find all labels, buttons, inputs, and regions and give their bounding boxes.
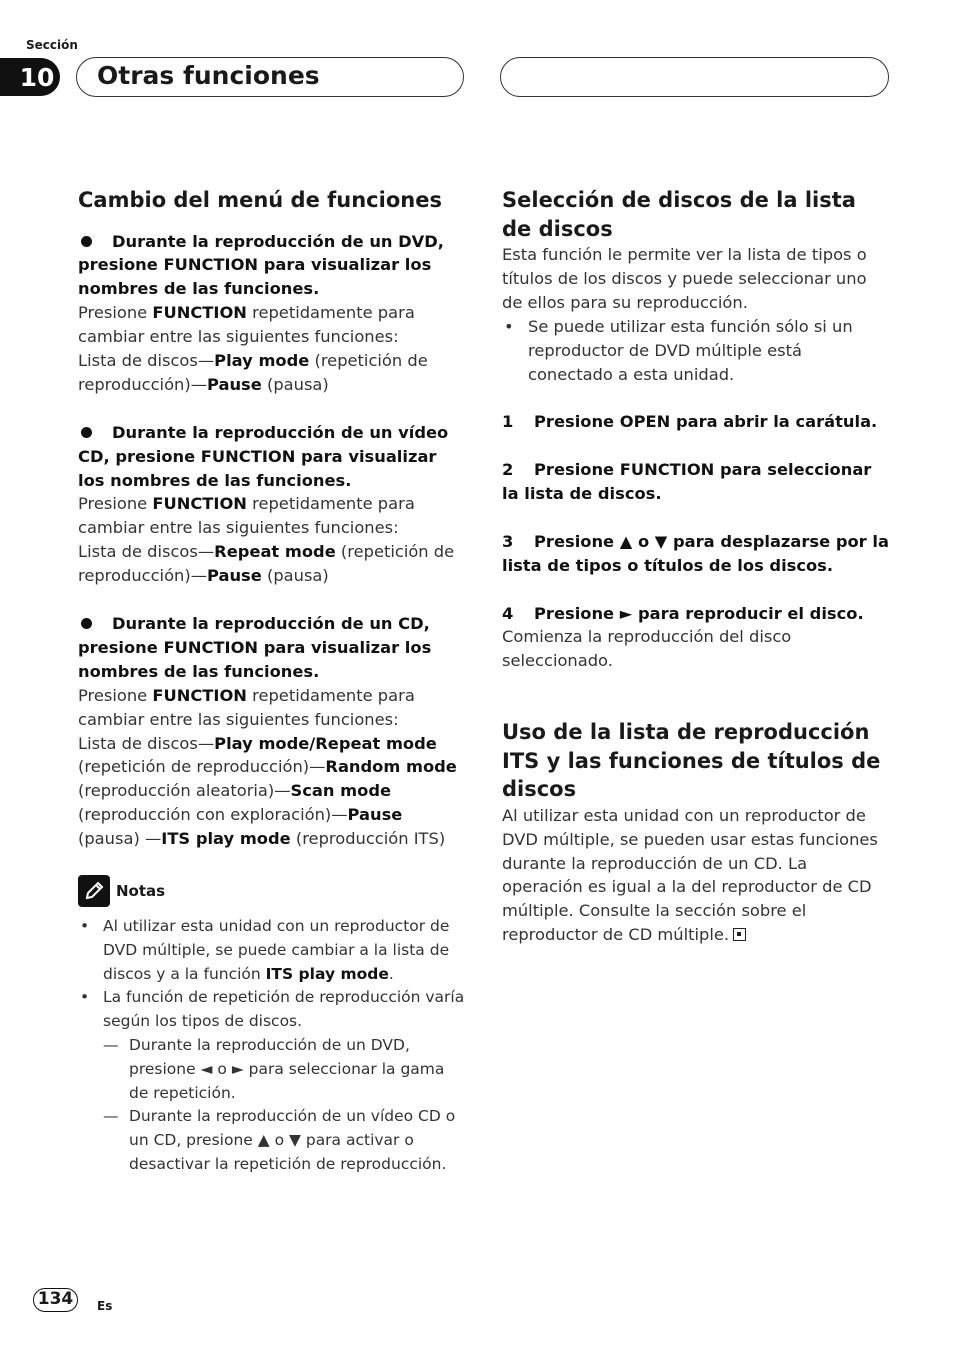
notes-label: Notas bbox=[116, 882, 166, 901]
step-1: 1 Presione OPEN para abrir la carátula. bbox=[502, 412, 878, 432]
note-item: • La función de repetición de reproducción varía según los tipos de discos. bbox=[78, 986, 468, 1034]
section-label: Sección bbox=[26, 38, 78, 52]
disc-list-bullet: • Se puede utilizar esta función sólo si un reproductor de DVD múltiple está conectado a esta unidad. bbox=[502, 315, 890, 387]
bullet-dot-icon bbox=[81, 618, 92, 629]
step-4-body: Comienza la reproducción del disco seleccionado. bbox=[502, 627, 792, 671]
pencil-note-icon bbox=[78, 875, 110, 907]
vcd-functions: Lista de discos—Repeat mode (repetición de reproducción)—Pause (pausa) bbox=[78, 542, 455, 586]
cd-body: Presione FUNCTION repetidamente para cambiar entre las siguientes funciones: bbox=[78, 685, 415, 729]
notes-list bbox=[78, 915, 468, 1177]
dvd-functions: Lista de discos—Play mode (repetición de reproducción)—Pause (pausa) bbox=[78, 351, 428, 394]
page-number: 134 bbox=[33, 1288, 78, 1312]
dvd-body: Presione FUNCTION repetidamente para cambiar entre las siguientes funciones: bbox=[78, 303, 415, 347]
step-3: 3 Presione ▲ o ▼ para desplazarse por la lista de tipos o títulos de los discos. bbox=[502, 531, 889, 575]
note-item: • Al utilizar esta unidad con un reproductor de DVD múltiple, se puede cambiar a la lista de discos y a la función ITS play mode. bbox=[78, 915, 468, 986]
heading-its-playlist: Uso de la lista de reproducción ITS y las funciones de títulos de discos bbox=[502, 720, 881, 802]
header-empty-box bbox=[500, 57, 889, 97]
dvd-instruction: Durante la reproducción de un DVD, presione FUNCTION para visualizar los nombres de las funciones. bbox=[78, 231, 444, 299]
cd-instruction: Durante la reproducción de un CD, presione FUNCTION para visualizar los nombres de las funciones. bbox=[78, 613, 432, 681]
left-column bbox=[78, 186, 468, 1177]
right-column bbox=[502, 186, 890, 947]
notes-header bbox=[78, 875, 468, 907]
bullet-dot-icon bbox=[81, 236, 92, 247]
vcd-instruction: Durante la reproducción de un vídeo CD, presione FUNCTION para visualizar los nombres de las funciones. bbox=[78, 422, 449, 490]
cd-functions: Lista de discos—Play mode/Repeat mode (repetición de reproducción)—Random mode (reproducción aleatoria)—Scan mode (reproducción con exploración)—Pause (pausa) —ITS play mode (reproducción ITS) bbox=[78, 733, 457, 849]
note-subitem: — Durante la reproducción de un DVD, presione ◄ o ► para seleccionar la gama de repetición. bbox=[78, 1034, 468, 1105]
heading-disc-list: Selección de discos de la lista de discos bbox=[502, 188, 856, 241]
dvd-section bbox=[78, 230, 468, 397]
page-title: Otras funciones bbox=[76, 57, 464, 97]
vcd-section bbox=[78, 421, 468, 588]
bullet-dot-icon bbox=[81, 427, 92, 438]
its-body: Al utilizar esta unidad con un reproductor de DVD múltiple, se pueden usar estas funciones durante la reproducción de un CD. La operación es igual a la del reproductor de CD múltiple. Consulte la sección sobre el reproductor de CD múltiple. bbox=[502, 805, 878, 945]
cd-section bbox=[78, 612, 468, 851]
step-4: 4 Presione ► para reproducir el disco. bbox=[502, 603, 864, 623]
heading-function-menu: Cambio del menú de funciones bbox=[78, 188, 442, 212]
disc-list-intro: Esta función le permite ver la lista de tipos o títulos de los discos y puede seleccionar uno de ellos para su reproducción. bbox=[502, 245, 867, 312]
note-subitem: — Durante la reproducción de un vídeo CD o un CD, presione ▲ o ▼ para activar o desactivar la repetición de reproducción. bbox=[78, 1105, 468, 1176]
step-2: 2 Presione FUNCTION para seleccionar la lista de discos. bbox=[502, 460, 872, 504]
section-number-badge: 10 bbox=[0, 58, 60, 96]
language-code: Es bbox=[97, 1299, 113, 1313]
end-of-section-icon bbox=[733, 928, 746, 941]
vcd-body: Presione FUNCTION repetidamente para cambiar entre las siguientes funciones: bbox=[78, 494, 415, 538]
